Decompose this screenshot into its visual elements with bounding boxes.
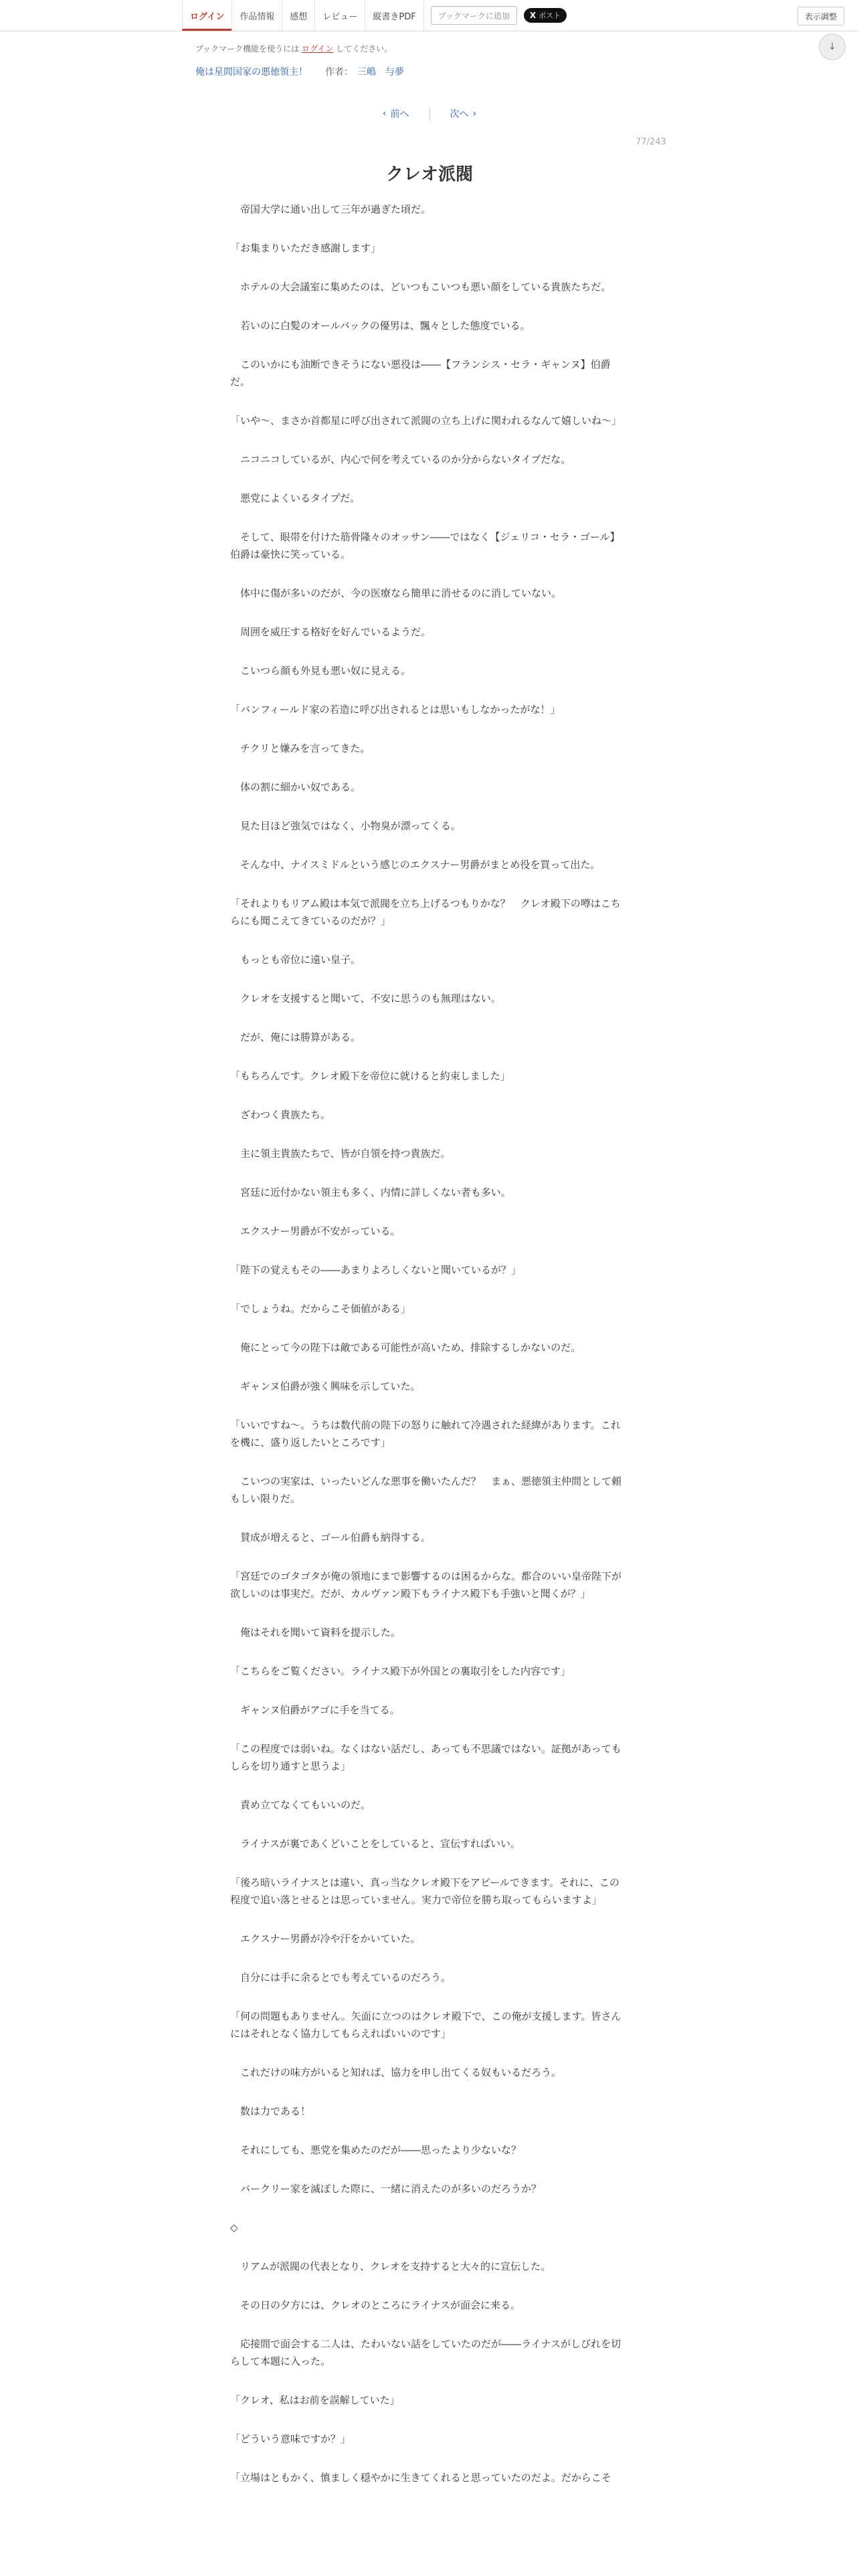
body-paragraph: 見た目ほど強気ではなく、小物臭が漂ってくる。	[230, 820, 461, 832]
chapter-pager	[0, 107, 859, 120]
chevron-left-icon: ‹	[382, 108, 387, 119]
nav-menu	[182, 0, 567, 31]
body-paragraph: ニコニコしているが、内心で何を考えているのか分からないタイプだな。	[230, 453, 571, 465]
body-paragraph: 「どういう意味ですか？」	[230, 2433, 351, 2445]
next-label: 次へ	[450, 109, 469, 120]
body-paragraph: 「もちろんです。クレオ殿下を帝位に就けると約束しました」	[230, 1070, 510, 1082]
next-chapter-link[interactable]	[450, 107, 477, 120]
body-paragraph: そんな中、ナイスミドルという感じのエクスナー男爵がまとめ役を買って出た。	[230, 859, 601, 871]
review-link[interactable]: レビュー	[314, 0, 365, 31]
body-paragraph: 応接間で面会する二人は、たわいない話をしていたのだが――ライナスがしびれを切らして本題に入った。	[230, 2338, 621, 2367]
body-paragraph: 「クレオ、私はお前を誤解していた」	[230, 2394, 400, 2406]
body-paragraph: 「陛下の覚えもその――あまりよろしくないと聞いているが？」	[230, 1264, 522, 1276]
bookmark-login-link[interactable]: ログイン	[302, 44, 334, 53]
body-paragraph: 「後ろ暗いライナスとは違い、真っ当なクレオ殿下をアピールできます。それに、この程度で追い落とせるとは思っていません。実力で帝位を勝ち取ってもらいますよ」	[230, 1876, 619, 1906]
body-paragraph: こいつの実家は、いったいどんな悪事を働いたんだ？ まぁ、悪徳領主仲間として頼もしい限りだ。	[230, 1475, 622, 1505]
body-paragraph: 宮廷に近付かない領主も多く、内情に詳しくない者も多い。	[230, 1186, 511, 1198]
body-paragraph: 「お集まりいただき感謝します」	[230, 242, 381, 254]
add-bookmark-button[interactable]: ブックマークに追加	[431, 6, 517, 25]
body-paragraph: クレオを支援すると聞いて、不安に思うのも無理はない。	[230, 992, 501, 1004]
body-paragraph: 「何の問題もありません。矢面に立つのはクレオ殿下で、この俺が支援します。皆さんにはそれとなく協力してもらえればいいのです」	[230, 2010, 622, 2040]
body-paragraph: ◇	[230, 2222, 238, 2234]
body-paragraph: 「いや～、まさか首都星に呼び出されて派閥の立ち上げに関われるなんて嬉しいね～」	[230, 415, 622, 427]
episode-counter: 77/243	[636, 137, 666, 147]
body-paragraph: これだけの味方がいると知れば、協力を申し出てくる奴もいるだろう。	[230, 2066, 562, 2078]
impressions-link[interactable]: 感想	[282, 0, 314, 31]
body-paragraph: 「バンフィールド家の若造に呼び出されるとは思いもしなかったがな！」	[230, 704, 561, 716]
body-paragraph: ギャンヌ伯爵が強く興味を示していた。	[230, 1380, 421, 1392]
body-paragraph: 体中に傷が多いのだが、今の医療なら簡単に消せるのに消していない。	[230, 587, 562, 599]
x-post-button[interactable]	[524, 8, 567, 23]
body-paragraph: 自分には手に余るとでも考えているのだろう。	[230, 1971, 452, 1983]
chapter-title: クレオ派閥	[385, 165, 473, 185]
body-paragraph: 「でしょうね。だからこそ価値がある」	[230, 1303, 411, 1315]
x-logo-icon: X	[529, 11, 537, 20]
body-paragraph: 賛成が増えると、ゴール伯爵も納得する。	[230, 1531, 431, 1543]
body-paragraph: 責め立てなくてもいいのだ。	[230, 1799, 371, 1811]
prev-label: 前へ	[390, 109, 409, 120]
body-paragraph: 周囲を威圧する格好を好んでいるようだ。	[230, 626, 432, 638]
body-paragraph: 数は力である！	[230, 2105, 311, 2117]
body-paragraph: 主に領主貴族たちで、皆が自領を持つ貴族だ。	[230, 1148, 451, 1160]
body-paragraph: ギャンヌ伯爵がアゴに手を当てる。	[230, 1704, 400, 1716]
body-paragraph: エクスナー男爵が不安がっている。	[230, 1225, 401, 1237]
body-paragraph: 「宮廷でのゴタゴタが俺の領地にまで影響するのは困るからな。都合のいい皇帝陛下が欲しいのは事実だ。だが、カルヴァン殿下もライナス殿下も手強いと聞くが？」	[230, 1570, 622, 1600]
body-paragraph: その日の夕方には、クレオのところにライナスが面会に来る。	[230, 2299, 520, 2311]
vertical-pdf-link[interactable]: 縦書きPDF	[365, 0, 423, 31]
display-adjust-button[interactable]: 表示調整	[797, 7, 844, 25]
bookmark-notice	[195, 43, 392, 54]
body-paragraph: 悪党によくいるタイプだ。	[230, 492, 361, 504]
body-paragraph: このいかにも油断できそうにない悪役は――【フランシス・セラ・ギャンヌ】伯爵だ。	[230, 358, 611, 388]
body-paragraph: 体の割に細かい奴である。	[230, 781, 361, 793]
body-paragraph: リアムが派閥の代表となり、クレオを支持すると大々的に宣伝した。	[230, 2260, 551, 2272]
body-paragraph: チクリと嫌みを言ってきた。	[230, 742, 371, 754]
work-info-link[interactable]: 作品情報	[231, 0, 282, 31]
body-paragraph: こいつら顔も外見も悪い奴に見える。	[230, 665, 411, 677]
body-paragraph: 「こちらをご覧ください。ライナス殿下が外国との裏取引をした内容です」	[230, 1665, 571, 1677]
author-name-link[interactable]: 三嶋 与夢	[357, 67, 404, 78]
body-paragraph: エクスナー男爵が冷や汗をかいていた。	[230, 1933, 421, 1945]
body-paragraph: 俺にとって今の陛下は敵である可能性が高いため、排除するしかないのだ。	[230, 1341, 581, 1354]
body-paragraph: ホテルの大会議室に集めたのは、どいつもこいつも悪い顔をしている貴族たちだ。	[230, 281, 611, 293]
body-paragraph: それにしても、悪党を集めたのだが――思ったより少ないな？	[230, 2144, 522, 2156]
bookmark-notice-post: してください。	[336, 44, 393, 53]
body-paragraph: 俺はそれを聞いて資料を提示した。	[230, 1626, 401, 1638]
bookmark-notice-pre: ブックマーク機能を使うには	[195, 44, 300, 53]
body-paragraph: 「いいですね～。うちは数代前の陛下の怒りに触れて冷遇された経緯があります。これを機に、盛り返したいところです」	[230, 1419, 621, 1448]
chevron-right-icon: ›	[472, 108, 477, 119]
body-paragraph: そして、眼帯を付けた筋骨隆々のオッサン――ではなく【ジェリコ・セラ・ゴール】伯爵は豪快に笑っている。	[230, 531, 620, 560]
body-paragraph: 帝国大学に通い出して三年が過ぎた頃だ。	[230, 203, 432, 215]
x-post-label: ポスト	[539, 11, 561, 20]
body-paragraph: 若いのに白髪のオールバックの優男は、飄々とした態度でいる。	[230, 320, 531, 332]
body-paragraph: バークリー家を滅ぼした際に、一緒に消えたのが多いのだろうか？	[230, 2183, 542, 2195]
body-paragraph: ざわつく貴族たち。	[230, 1109, 331, 1121]
body-paragraph: ライナスが裏であくどいことをしていると、宣伝すればいい。	[230, 1838, 520, 1850]
body-paragraph: 「立場はともかく、慎ましく穏やかに生きてくれると思っていたのだよ。だからこそ	[230, 2472, 611, 2484]
body-paragraph: 「それよりもリアム殿は本気で派閥を立ち上げるつもりかな？ クレオ殿下の噂はこちらにも聞こえてきているのだが？」	[230, 897, 621, 927]
author-label: 作者：	[325, 67, 353, 78]
body-paragraph: もっとも帝位に遠い皇子。	[230, 954, 361, 966]
body-paragraph: 「この程度では弱いね。なくはない話だし、あっても不思議ではない。証拠があってもしらを切り通すと思うよ」	[230, 1743, 622, 1772]
login-link[interactable]: ログイン	[182, 0, 231, 31]
top-navigation-bar	[0, 0, 859, 31]
series-title-link[interactable]: 俺は星間国家の悪徳領主！	[195, 67, 308, 78]
novel-body	[230, 201, 629, 2508]
prev-chapter-link[interactable]	[383, 107, 409, 120]
body-paragraph: だが、俺には勝算がある。	[230, 1031, 361, 1043]
scroll-down-button[interactable]	[819, 33, 846, 60]
arrow-down-icon: ↓	[828, 41, 836, 52]
series-info	[195, 65, 404, 78]
